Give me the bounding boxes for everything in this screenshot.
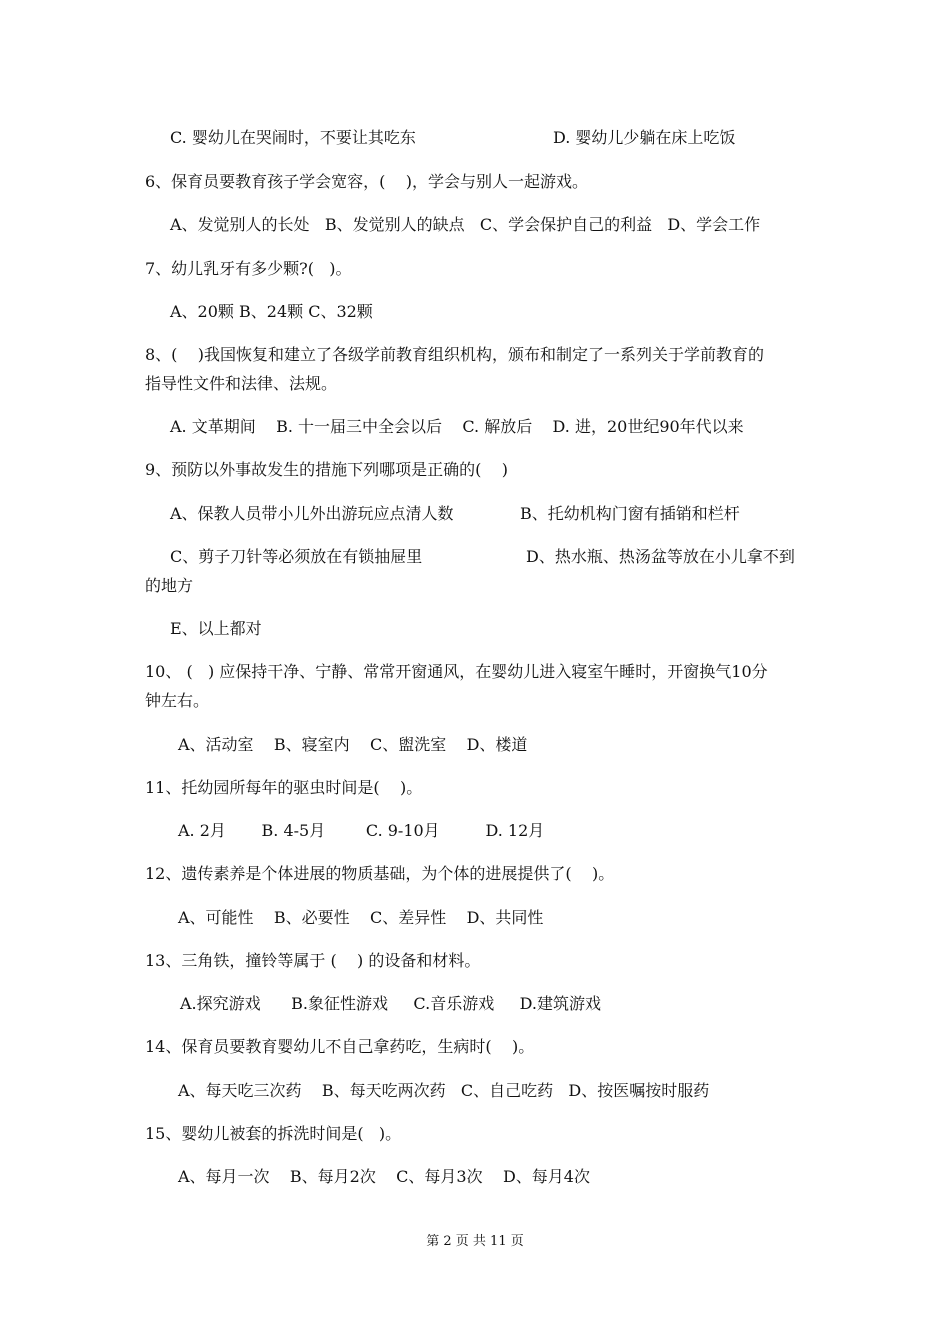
text-line: A.探究游戏 B.象征性游戏 C.音乐游戏 D.建筑游戏 [180,994,601,1013]
text-line: A、每月一次 B、每月2次 C、每月3次 D、每月4次 [178,1167,590,1186]
text-line: 8、( )我国恢复和建立了各级学前教育组织机构，颁布和制定了一系列关于学前教育的 [145,345,765,364]
text-line: 指导性文件和法律、法规。 [145,374,338,393]
text-line: 的地方 [145,576,194,595]
text-line: A、保教人员带小儿外出游玩应点清人数 [170,504,454,523]
text-line: 13、三角铁，撞铃等属于 ( ) 的设备和材料。 [145,951,481,970]
text-line: 9、预防以外事故发生的措施下列哪项是正确的( ) [145,460,509,479]
page-footer: 第 2 页 共 11 页 [426,1234,524,1249]
text-line: A. 文革期间 B. 十一届三中全会以后 C. 解放后 D. 进，20世纪90年代以来 [170,417,744,436]
text-line: 钟左右。 [145,691,210,710]
text-line: A、每天吃三次药 B、每天吃两次药 C、自己吃药 D、按医嘱按时服药 [178,1081,710,1100]
text-line: 14、保育员要教育婴幼儿不自己拿药吃，生病时( )。 [145,1037,535,1056]
text-line: 10、 ( ) 应保持干净、宁静、常常开窗通风，在婴幼儿进入寝室午睡时，开窗换气10分 [145,662,768,681]
text-line: A、发觉别人的长处 B、发觉别人的缺点 C、学会保护自己的利益 D、学会工作 [170,215,761,234]
text-line: 15、婴幼儿被套的拆洗时间是( )。 [145,1124,402,1143]
text-line: A. 2月 B. 4-5月 C. 9-10月 D. 12月 [178,821,545,840]
text-line: 7、幼儿乳牙有多少颗?( )。 [145,259,352,278]
text-line: 12、遗传素养是个体进展的物质基础，为个体的进展提供了( )。 [145,864,615,883]
text-line: B、托幼机构门窗有插销和栏杆 [520,504,740,523]
text-line: D、热水瓶、热汤盆等放在小儿拿不到 [526,547,795,566]
text-line: 11、托幼园所每年的驱虫时间是( )。 [145,778,423,797]
text-line: A、活动室 B、寝室内 C、盥洗室 D、楼道 [178,735,528,754]
text-line: E、以上都对 [170,619,262,638]
text-line: 6、保育员要教育孩子学会宽容，( )，学会与别人一起游戏。 [145,172,589,191]
text-line: C. 婴幼儿在哭闹时，不要让其吃东 [170,128,416,147]
text-line: D. 婴幼儿少躺在床上吃饭 [553,128,736,147]
text-line: A、可能性 B、必要性 C、差异性 D、共同性 [178,908,544,927]
text-line: C、剪子刀针等必须放在有锁抽屉里 [170,547,423,566]
text-line: A、20颗 B、24颗 C、32颗 [170,302,373,321]
